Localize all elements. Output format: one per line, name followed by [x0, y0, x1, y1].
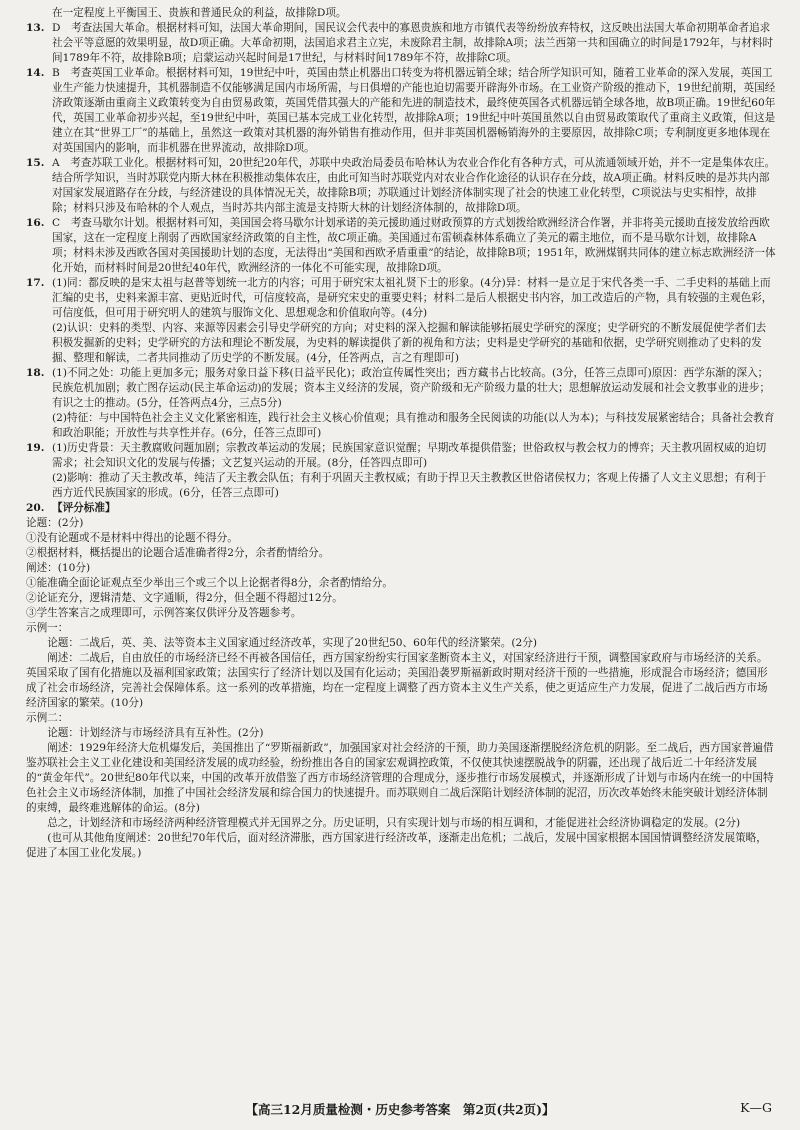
answer-17-part2: [26, 321, 776, 366]
answer-18-part2: [26, 411, 776, 441]
example2-conclusion: 总之，计划经济和市场经济两种经济管理模式并无国界之分。历史证明，只有实现计划与市场的相互调和，才能促进社会经济协调稳定的发展。(2分): [47, 817, 741, 829]
question-number: 17.: [26, 277, 45, 289]
question-number: 18.: [26, 367, 45, 379]
paper-code: K—G: [740, 1100, 772, 1115]
answer-text: C 考查马歇尔计划。根据材料可知，美国国会将马歇尔计划承诺的美元援助通过财政预算的方式划拨给欧洲经济合作署，并非将美元援助直接发放给西欧国家，这在一定程度上削弱了西欧国家经济政策的自主性，故C项正确。美国通过布雷顿森林体系确立了美元的霸主地位，而不是马歇尔计划，故排除A项；材料未涉及西欧各国对美国援助计划的态度，无法得出“美国和西欧矛盾重重”的结论，故排除B项；1951年，欧洲煤钢共同体的建立标志欧洲经济一体化开始，而材料时间是20世纪40年代，欧洲经济的一体化不可能实现，故排除D项。: [52, 217, 776, 274]
answer-17-part1: [26, 276, 776, 321]
criteria-line: ①没有论题或不是材料中得出的论题不得分。: [26, 532, 238, 544]
answer-text: D 考查法国大革命。根据材料可知，法国大革命期间，国民议会代表中的寡恩贵族和地方市镇代表等纷纷放弃特权，这反映出法国大革命初期革命者追求社会平等意愿的效果明显，故D项正确。大革命初期，法国追求君主立宪，未废除君主制，故排除A项；法兰西第一共和国确立的时间是1792年，与材料时间1789年不符，故排除B项；启蒙运动兴起时间是17世纪，与材料时间1789年不符，故排除C项。: [52, 22, 774, 64]
continuation-line: 在一定程度上平衡国王、贵族和普通民众的利益，故排除D项。: [52, 7, 347, 19]
question-number: 13.: [26, 22, 45, 34]
criteria-line: 论题：(2分): [26, 517, 84, 529]
answer-text: (1)历史背景：天主教腐败问题加剧；宗教改革运动的发展；民族国家意识觉醒；早期改革提供借鉴；世俗政权与教会权力的博弈；天主教巩固权威的迫切需求；社会知识文化的发展与传播；文艺复兴运动的开展。(8分，任答四点即可): [52, 442, 767, 469]
question-number: 16.: [26, 217, 45, 229]
answer-text: (2)影响：推动了天主教改革，纯洁了天主教会队伍；有利于巩固天主教权威；有助于捍卫天主教教区世俗诸侯权力；客观上传播了人文主义思想；有利于西方近代民族国家的形成。(6分，任答三点即可): [52, 472, 767, 499]
question-number: 14.: [26, 67, 45, 79]
criteria-line: ①能准确全面论证观点至少举出三个或三个以上论据者得8分，余者酌情给分。: [26, 577, 393, 589]
scoring-heading: 【评分标准】: [52, 502, 116, 514]
criteria-line: ②根据材料，概括提出的论题合适准确者得2分，余者酌情给分。: [26, 547, 330, 559]
answer-13: [26, 21, 776, 66]
answer-15: [26, 156, 776, 216]
example2-argument: 阐述：1929年经济大危机爆发后，美国推出了“罗斯福新政”，加强国家对社会经济的干预，助力美国逐渐摆脱经济危机的阴影。至二战后，西方国家普遍借鉴苏联社会主义工业化建设和美国经济发展的成功经验，纷纷推出各自的国家宏观调控政策，不仅使其快速摆脱战争的阴霾，还出现了战后近二十年经济发展的“黄金年代”。20世纪80年代以来，中国的改革开放借鉴了西方市场经济管理的合理成分，逐步推行市场发展模式，并逐渐形成了计划与市场内在统一的中国特色社会主义市场经济体制，加推了中国社会经济发展和综合国力的快速提升。而苏联则自二战后深陷计划经济体制的泥沼，历次改革始终未能突破计划经济体制的束缚，最终难逃解体的命运。(8分): [26, 742, 774, 814]
answer-18-part1: [26, 366, 776, 411]
question-number: 20.: [26, 502, 45, 514]
answer-content: [26, 6, 776, 861]
answer-16: [26, 216, 776, 276]
scoring-criteria: [26, 516, 776, 861]
criteria-line: ③学生答案言之成理即可，示例答案仅供评分及答题参考。: [26, 607, 302, 619]
answer-text: (2)特征：与中国特色社会主义文化紧密相连，践行社会主义核心价值观；具有推动和服务全民阅读的功能(以人为本)；与科技发展紧密结合；具备社会教育和政治职能；开放性与共享性并存。(6分，任答三点即可): [52, 412, 775, 439]
answer-19-part2: [26, 471, 776, 501]
answer-text: (1)同：都反映的是宋太祖与赵普等划统一北方的内容；可用于研究宋太祖礼贤下士的形象。(4分)异：材料一是立足于宋代各类一手、二手史料的基础上而汇编的史书，史料来源丰富、更贴近时代，可信度较高，是研究宋史的重要史料；材料二是后人根据史书内容，加工改造后的产物，具有较强的主观色彩，可信度低，但可用于研究明人的建筑与服饰文化、思想观念和价值取向等。(4分): [52, 277, 773, 319]
answer-14: [26, 66, 776, 156]
answer-text: (1)不同之处：功能上更加多元；服务对象日益下移(日益平民化)；政治宣传属性突出；西方藏书占比较高。(3分，任答三点即可)原因：西学东渐的深入；民族危机加剧；救亡图存运动(民主革命运动)的发展；资本主义经济的发展，资产阶级和无产阶级力量的壮大；思想解放运动发展和社会文教事业的进步；有识之士的推动。(5分，任答两点4分，三点5分): [52, 367, 771, 409]
answer-text: B 考查英国工业革命。根据材料可知，19世纪中叶，英国由禁止机器出口转变为将机器远销全球；结合所学知识可知，随着工业革命的深入发展，英国工业生产能力快速提升，其机器制造不仅能够满足国内市场所需，与日俱增的产能也迫切需要开辟海外市场。在工业资产阶级的推动下，19世纪前期，英国经济政策逐渐由重商主义政策转变为自由贸易政策，英国凭借其强大的产能和先进的制造技术，最终使英国各式机器远销全球各地，故B项正确。19世纪60年代，英国工业革命初步兴起，至19世纪中叶，英国已基本完成工业化转型，故排除A项；19世纪中叶英国虽然以自由贸易政策取代了重商主义政策，但这是建立在其“世界工厂”的基础上，虽然这一政策对其机器的海外销售有推动作用，但并非英国机器畅销海外的主要原因，故排除C项；专利制度更多地体现在对英国国内的影响，而非机器在世界流动，故排除D项。: [52, 67, 776, 154]
example2-thesis: 论题：计划经济与市场经济具有互补性。(2分): [47, 727, 264, 739]
example1-argument: 阐述：二战后，自由放任的市场经济已经不再被各国信任，西方国家纷纷实行国家垄断资本主义，对国家经济进行干预，调整国家政府与市场经济的关系。英国采取了国有化措施以及福利国家政策；法国实行了经济计划以及国有化运动；美国沿袭罗斯福新政时期对经济干预的一些措施，形成混合市场经济；德国形成了社会市场经济，完善社会保障体系。这一系列的改革措施，均在一定程度上调整了西方资本主义生产关系，使之更适应生产力发展，促进了二战后西方市场经济国家的繁荣。(10分): [26, 652, 768, 709]
question-number: 15.: [26, 157, 45, 169]
example1-thesis: 论题：二战后，英、美、法等资本主义国家通过经济改革，实现了20世纪50、60年代的经济繁荣。(2分): [47, 637, 537, 649]
page-footer: 【高三12月质量检测・历史参考答案 第2页(共2页)】: [245, 1102, 555, 1117]
answer-text: A 考查苏联工业化。根据材料可知，20世纪20年代，苏联中央政治局委员布哈林认为农业合作化有各种方式，可从流通领域开始，并不一定是集体农庄。结合所学知识，当时苏联党内斯大林在积极推动集体农庄，由此可知当时苏联党内对农业合作化途径的认识存在分歧，故A项正确。材料反映的是苏共内部对国家发展道路存在分歧，与经济建设的具体情况无关，故排除B项；苏联通过计划经济体制实现了社会的快速工业化转型，C项说法与史实相悖，故排除；材料只涉及布哈林的个人观点，当时苏共内部主流是支持斯大林的计划经济体制的，故排除D项。: [52, 157, 776, 214]
answer-19-part1: [26, 441, 776, 471]
answer-20: [26, 501, 776, 516]
question-number: 19.: [26, 442, 45, 454]
criteria-line: ②论证充分，逻辑清楚、文字通顺，得2分，但全题不得超过12分。: [26, 592, 343, 604]
example2-alternative: (也可从其他角度阐述：20世纪70年代后，面对经济滞胀，西方国家进行经济改革，逐渐走出危机；二战后，发展中国家根据本国国情调整经济发展策略，促进了本国工业化发展。): [26, 832, 767, 859]
example-label: 示例二：: [26, 712, 69, 724]
answer-text: (2)认识：史料的类型、内容、来源等因素会引导史学研究的方向；对史料的深入挖掘和解读能够拓展史学研究的深度；史学研究的不断发展促使学者们去积极发掘新的史料；史学研究的方法和理论不断发展，为史料的解读提供了新的视角和方法；史料是史学研究的基础和依据，史学研究则推动了史料的发掘、整理和解读，二者共同推动了历史学的不断发展。(4分，任答两点，言之有理即可): [52, 322, 767, 364]
example-label: 示例一：: [26, 622, 69, 634]
criteria-line: 阐述：(10分): [26, 562, 91, 574]
